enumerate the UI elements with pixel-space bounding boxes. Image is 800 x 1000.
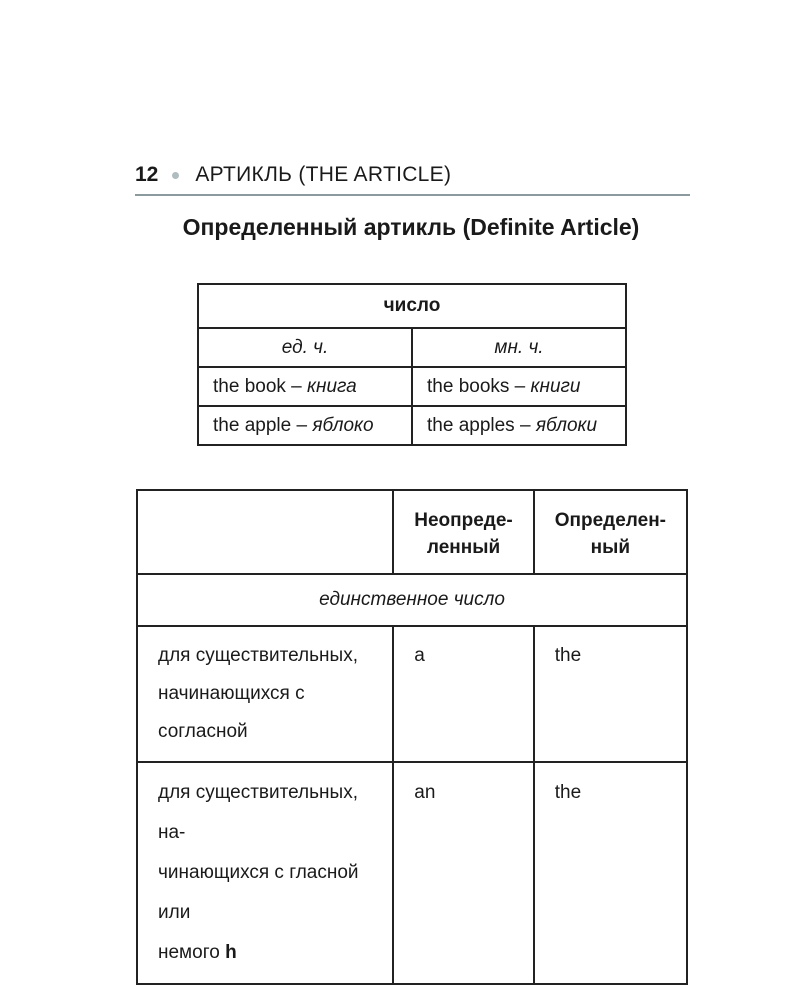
row-definite: the <box>534 762 687 984</box>
page-number: 12 <box>135 163 159 186</box>
row-description: для существительных, на- чинающихся с гласной или немого h <box>137 762 393 984</box>
row-description: для существительных, начинающихся с согласной <box>137 626 393 762</box>
table-row <box>137 762 687 984</box>
row-indefinite: an <box>393 762 534 984</box>
row-indefinite: a <box>393 626 534 762</box>
page-title: Определенный артикль (Definite Article) <box>182 214 640 240</box>
table-row <box>198 367 626 406</box>
table-row <box>198 406 626 445</box>
running-header <box>135 160 690 196</box>
row-definite: the <box>534 626 687 762</box>
subheader-singular: единственное число <box>137 574 687 626</box>
header-cell-definite: Определен- ный <box>534 490 687 574</box>
header-cell-empty <box>137 490 393 574</box>
article-usage-table <box>136 489 688 985</box>
header-cell-indefinite: Неопреде- ленный <box>393 490 534 574</box>
column-header-singular: ед. ч. <box>198 328 412 367</box>
table-cell: the apples – яблоки <box>412 406 626 445</box>
section-title: АРТИКЛЬ (THE ARTICLE) <box>195 163 452 186</box>
table-cell: the books – книги <box>412 367 626 406</box>
table-cell: the apple – яблоко <box>198 406 412 445</box>
bullet-dot-icon <box>172 172 179 179</box>
table-cell: the book – книга <box>198 367 412 406</box>
definite-article-table <box>197 283 627 446</box>
column-header-plural: мн. ч. <box>412 328 626 367</box>
table-row <box>137 626 687 762</box>
table-caption: число <box>198 284 626 328</box>
